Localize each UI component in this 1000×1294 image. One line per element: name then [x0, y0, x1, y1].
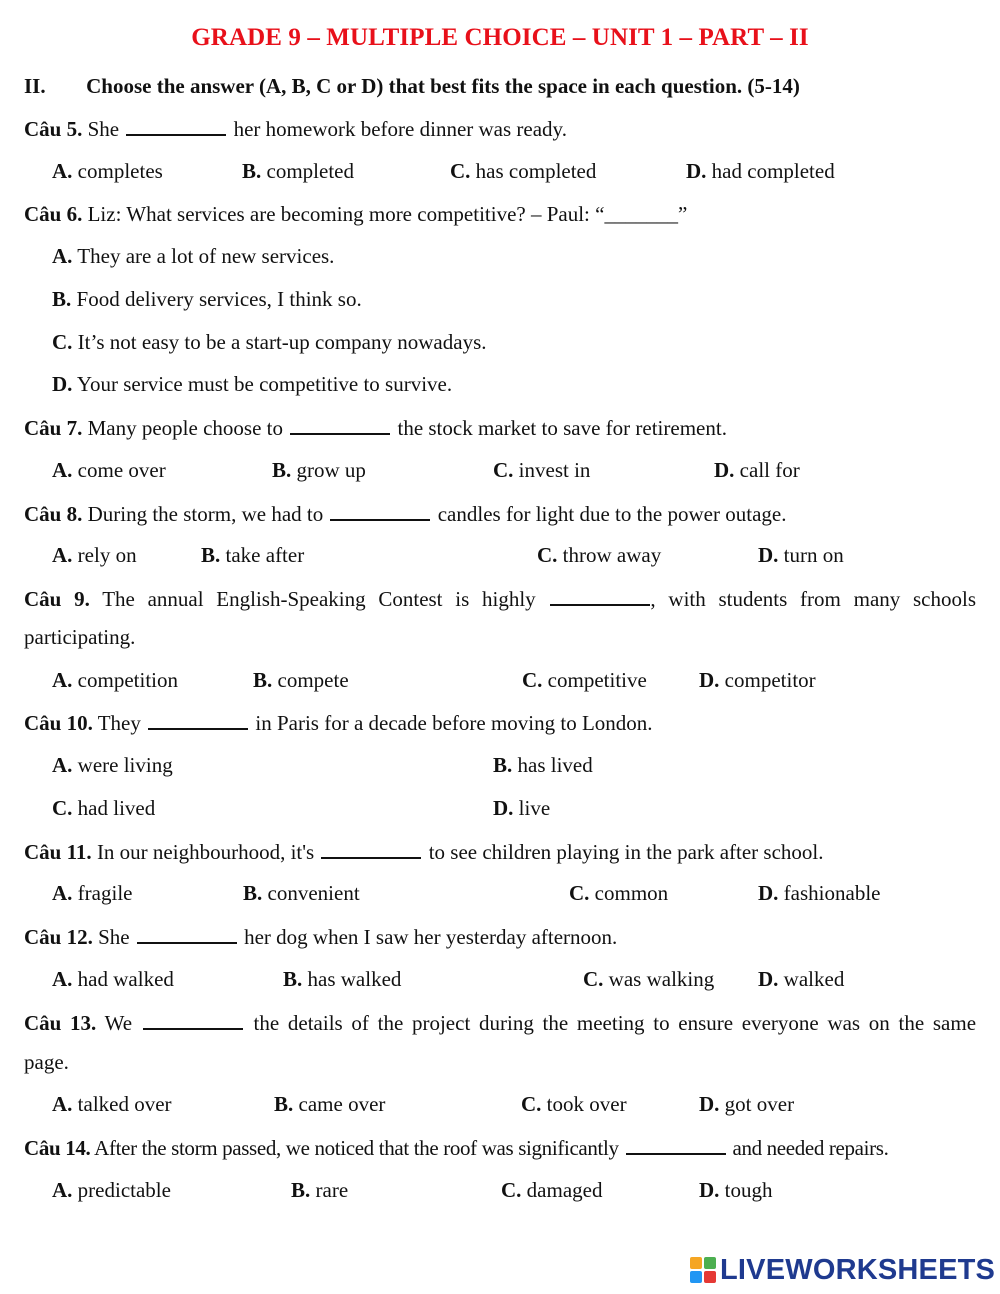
question-11 [24, 837, 976, 866]
section-text: Choose the answer (A, B, C or D) that best fits the space in each question. (5-14) [86, 74, 800, 98]
option-d[interactable]: D. walked [758, 967, 845, 991]
question-text: We [104, 1011, 133, 1035]
option-a[interactable]: A. predictable [52, 1178, 171, 1202]
option-a[interactable]: A. had walked [52, 967, 174, 991]
question-10 [24, 708, 976, 737]
question-label: Câu 12. [24, 925, 93, 949]
option-b[interactable]: B. grow up [272, 458, 366, 482]
question-14 [24, 1133, 976, 1162]
option-b[interactable]: B. rare [291, 1178, 349, 1202]
question-8 [24, 499, 976, 528]
option-b[interactable]: B. has lived [493, 753, 593, 777]
question-text: She [87, 117, 120, 141]
question-label: Câu 13. [24, 1011, 97, 1035]
question-label: Câu 11. [24, 840, 92, 864]
answer-blank[interactable] [626, 1133, 726, 1155]
question-text: Liz: What services are becoming more competitive? – Paul: “_______” [87, 202, 688, 226]
option-c[interactable]: C. had lived [52, 796, 156, 820]
option-a[interactable]: A. come over [52, 458, 166, 482]
question-label: Câu 14. [24, 1136, 91, 1160]
option-b[interactable]: B. has walked [283, 967, 402, 991]
answer-blank[interactable] [550, 584, 650, 606]
option-c[interactable]: C. throw away [537, 543, 662, 567]
answer-blank[interactable] [321, 837, 421, 859]
option-c[interactable]: C. invest in [493, 458, 591, 482]
question-text: her homework before dinner was ready. [233, 117, 567, 141]
answer-blank[interactable] [143, 1008, 243, 1030]
logo-text: LIVEWORKSHEETS [720, 1253, 996, 1286]
question-text: In our neighbourhood, it's [96, 840, 315, 864]
question-text: During the storm, we had to [87, 502, 324, 526]
question-label: Câu 7. [24, 416, 83, 440]
option-a[interactable]: A. completes [52, 159, 163, 183]
option-d[interactable]: D. call for [714, 458, 800, 482]
option-b[interactable]: B. came over [274, 1092, 386, 1116]
question-text: to see children playing in the park after school. [428, 840, 824, 864]
question-text: After the storm passed, we noticed that the roof was significantly [94, 1136, 619, 1160]
option-b[interactable]: B. Food delivery services, I think so. [52, 287, 362, 311]
question-12 [24, 922, 976, 951]
question-5 [24, 114, 976, 143]
question-13 [24, 1008, 976, 1037]
option-c[interactable]: C. took over [521, 1092, 627, 1116]
question-13-continuation: page. [24, 1050, 69, 1074]
option-a[interactable]: A. fragile [52, 881, 133, 905]
liveworksheets-logo[interactable] [690, 1254, 995, 1286]
option-d[interactable]: D. fashionable [758, 881, 881, 905]
option-c[interactable]: C. was walking [583, 967, 715, 991]
option-d[interactable]: D. turn on [758, 543, 844, 567]
option-d[interactable]: D. Your service must be competitive to survive. [52, 372, 453, 396]
question-text: the stock market to save for retirement. [397, 416, 727, 440]
question-text: and needed repairs. [732, 1136, 889, 1160]
question-9 [24, 584, 976, 613]
question-text: in Paris for a decade before moving to London. [255, 711, 653, 735]
answer-blank[interactable] [126, 114, 226, 136]
option-c[interactable]: C. common [569, 881, 669, 905]
option-a[interactable]: A. rely on [52, 543, 137, 567]
question-label: Câu 5. [24, 117, 83, 141]
option-d[interactable]: D. got over [699, 1092, 795, 1116]
question-label: Câu 8. [24, 502, 83, 526]
option-d[interactable]: D. competitor [699, 668, 816, 692]
option-d[interactable]: D. had completed [686, 159, 835, 183]
question-9-continuation: participating. [24, 625, 136, 649]
answer-blank[interactable] [137, 922, 237, 944]
option-b[interactable]: B. convenient [243, 881, 360, 905]
answer-blank[interactable] [290, 413, 390, 435]
question-text: Many people choose to [87, 416, 283, 440]
question-text: They [97, 711, 141, 735]
option-c[interactable]: C. competitive [522, 668, 647, 692]
option-d[interactable]: D. tough [699, 1178, 773, 1202]
section-instruction [24, 72, 976, 100]
option-a[interactable]: A. They are a lot of new services. [52, 244, 335, 268]
option-c[interactable]: C. It’s not easy to be a start-up company nowadays. [52, 330, 487, 354]
answer-blank[interactable] [148, 708, 248, 730]
question-6 [24, 200, 976, 228]
question-label: Câu 9. [24, 587, 90, 611]
option-d[interactable]: D. live [493, 796, 551, 820]
question-label: Câu 10. [24, 711, 93, 735]
question-7 [24, 413, 976, 442]
question-label: Câu 6. [24, 202, 83, 226]
question-text: her dog when I saw her yesterday afternoon. [244, 925, 618, 949]
worksheet-title: GRADE 9 – MULTIPLE CHOICE – UNIT 1 – PART – II [191, 24, 809, 51]
option-c[interactable]: C. has completed [450, 159, 597, 183]
question-text: candles for light due to the power outage. [437, 502, 787, 526]
option-b[interactable]: B. take after [201, 543, 305, 567]
question-text: She [98, 925, 130, 949]
liveworksheets-icon [690, 1257, 716, 1283]
option-a[interactable]: A. talked over [52, 1092, 172, 1116]
option-c[interactable]: C. damaged [501, 1178, 603, 1202]
question-text: , with students from many schools [650, 587, 976, 611]
option-a[interactable]: A. were living [52, 753, 173, 777]
question-text: the details of the project during the meeting to ensure everyone was on the same [253, 1011, 977, 1035]
question-text: The annual English-Speaking Contest is highly [102, 587, 536, 611]
option-b[interactable]: B. completed [242, 159, 354, 183]
section-number: II. [24, 74, 46, 98]
option-b[interactable]: B. compete [253, 668, 349, 692]
option-a[interactable]: A. competition [52, 668, 178, 692]
answer-blank[interactable] [330, 499, 430, 521]
